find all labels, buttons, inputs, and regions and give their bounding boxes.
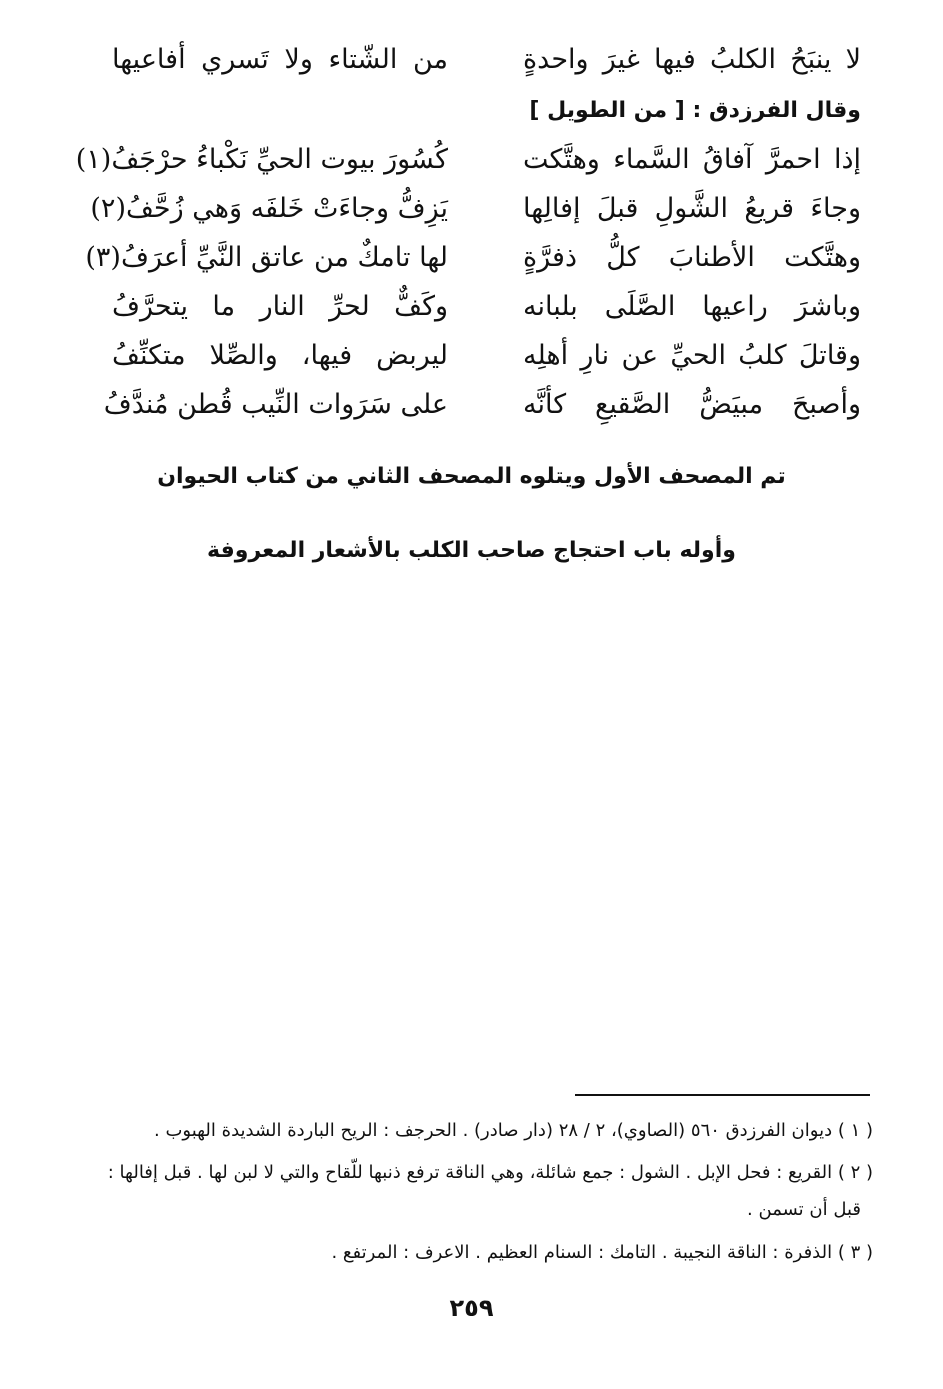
- footnote-1: ( ١ ) ديوان الفرزدق ٥٦٠ (الصاوي)، ٢ / ٢٨ (دار صادر) . الحرجف : الريح الباردة الشديدة الهبوب .: [154, 1120, 873, 1141]
- footnote-2: ( ٢ ) القريع : فحل الإبل . الشول : جمع شائلة، وهي الناقة ترفع ذنبها للّقاح والتي لا لبن لها . قبل إفالها :: [107, 1162, 873, 1183]
- verse-3-first-hemistich: وهتَّكت الأطنابَ كلُّ ذفرَّةٍ: [523, 242, 861, 273]
- verse-5-second-hemistich: ليربض فيها، والصِّلا متكنِّفُ: [112, 340, 448, 371]
- verse-2-first-hemistich: وجاءَ قريعُ الشَّولِ قبلَ إفالِها: [523, 193, 861, 224]
- verse-4-second-hemistich: وكَفٌّ لحرِّ النار ما يتحرَّفُ: [112, 291, 448, 322]
- footnote-3: ( ٣ ) الذفرة : الناقة النجيبة . التامك : السنام العظيم . الاعرف : المرتفع .: [331, 1242, 873, 1263]
- verse-5-first-hemistich: وقاتلَ كلبُ الحيِّ عن نارِ أهلِه: [523, 340, 861, 371]
- verse-1-first-hemistich: إذا احمرَّ آفاقُ السَّماء وهتَّكت: [523, 144, 861, 175]
- verse-6-second-hemistich: على سَرَوات النِّيب قُطن مُندَّفُ: [103, 389, 448, 420]
- verse-top-first-hemistich: لا ينبَحُ الكلبُ فيها غيرَ واحدةٍ: [523, 44, 861, 75]
- verse-top-second-hemistich: من الشّتاء ولا تَسري أفاعيها: [112, 44, 448, 75]
- verse-4-first-hemistich: وباشرَ راعيها الصَّلَى بلبانه: [523, 291, 861, 322]
- poem-intro: وقال الفرزدق : [ من الطويل ]: [529, 98, 861, 123]
- next-section-heading: وأوله باب احتجاج صاحب الكلب بالأشعار المعروفة: [207, 538, 736, 563]
- page-number: ٢٥٩: [449, 1294, 494, 1322]
- verse-2-second-hemistich: يَزِفُّ وجاءَتْ خَلفَه وَهي زُحَّفُ(٢): [90, 193, 448, 224]
- verse-6-first-hemistich: وأصبحَ مبيَضُّ الصَّقيعِ كأنَّه: [523, 389, 861, 420]
- footnote-2-continued: قبل أن تسمن .: [747, 1199, 861, 1220]
- footnote-separator: [575, 1094, 870, 1096]
- section-end-heading: تم المصحف الأول ويتلوه المصحف الثاني من كتاب الحيوان: [157, 464, 786, 489]
- verse-3-second-hemistich: لها تامكٌ من عاتق النَّيِّ أعرَفُ(٣): [85, 242, 448, 273]
- verse-1-second-hemistich: كُسُورَ بيوت الحيِّ نَكْباءُ حرْجَفُ(١): [75, 144, 448, 175]
